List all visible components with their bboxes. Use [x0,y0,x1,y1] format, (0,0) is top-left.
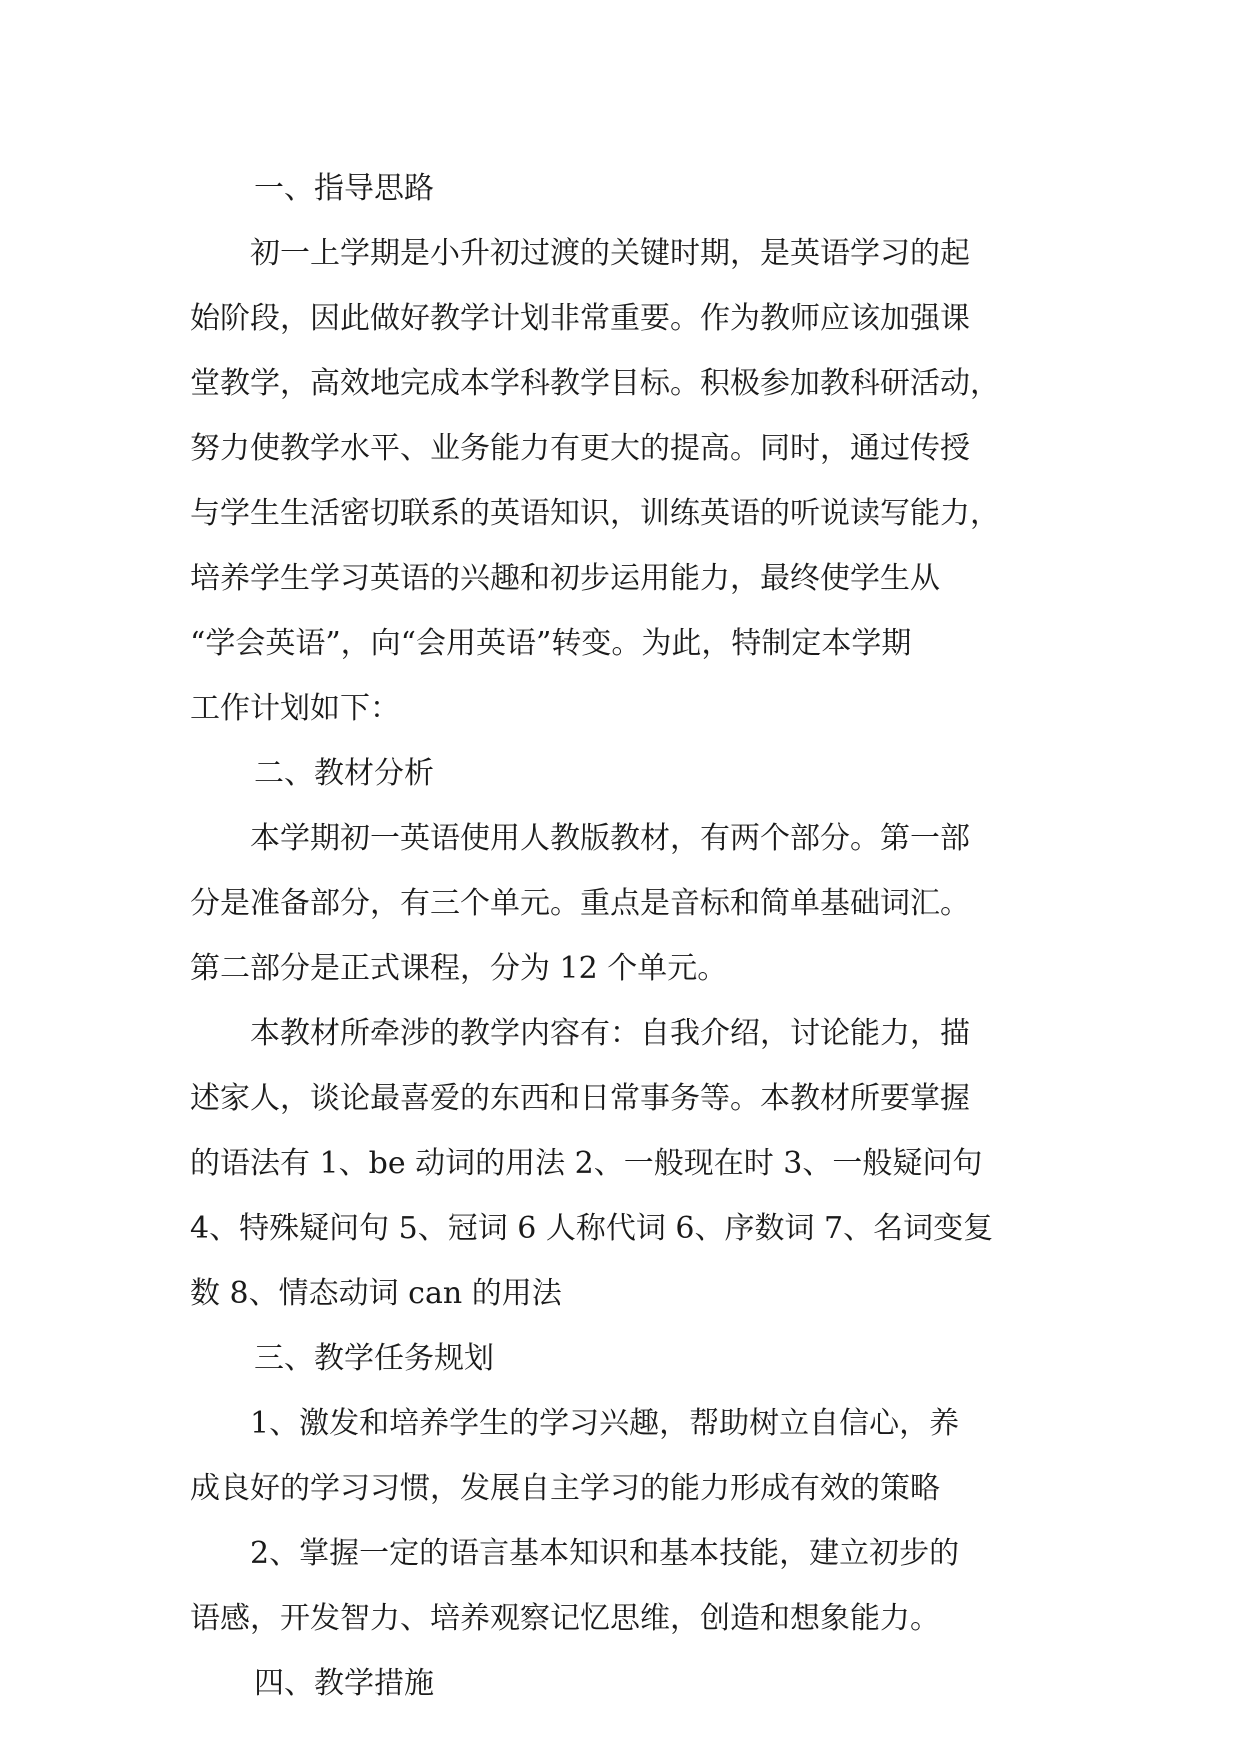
section-heading-3: 三、教学任务规划 [254,1341,494,1376]
paragraph-line: 语感，开发智力、培养观察记忆思维，创造和想象能力。 [190,1601,940,1636]
document-page [190,156,1050,1716]
section-heading-1: 一、指导思路 [254,171,434,206]
paragraph-line: 数 8、情态动词 can 的用法 [190,1276,562,1311]
section-heading-4: 四、教学措施 [254,1666,434,1701]
paragraph-line: 分是准备部分，有三个单元。重点是音标和简单基础词汇。 [190,886,970,921]
section-heading-2: 二、教材分析 [254,756,434,791]
paragraph-line: 培养学生学习英语的兴趣和初步运用能力，最终使学生从 [190,561,940,596]
paragraph-line: 述家人，谈论最喜爱的东西和日常事务等。本教材所要掌握 [190,1081,970,1116]
paragraph-line: 堂教学，高效地完成本学科教学目标。积极参加教科研活动， [190,366,1000,401]
paragraph-line: 本教材所牵涉的教学内容有：自我介绍，讨论能力，描 [250,1016,970,1051]
paragraph-line: 始阶段，因此做好教学计划非常重要。作为教师应该加强课 [190,301,970,336]
paragraph-line: 本学期初一英语使用人教版教材，有两个部分。第一部 [250,821,970,856]
paragraph-line: 4、特殊疑问句 5、冠词 6 人称代词 6、序数词 7、名词变复 [190,1211,994,1246]
paragraph-line: 第二部分是正式课程，分为 12 个单元。 [190,951,728,986]
paragraph-line: 与学生生活密切联系的英语知识，训练英语的听说读写能力， [190,496,1000,531]
paragraph-line: 努力使教学水平、业务能力有更大的提高。同时，通过传授 [190,431,970,466]
paragraph-line: 的语法有 1、be 动词的用法 2、一般现在时 3、一般疑问句 [190,1146,983,1181]
paragraph-line: 成良好的学习习惯，发展自主学习的能力形成有效的策略 [190,1471,940,1506]
paragraph-line: 2、掌握一定的语言基本知识和基本技能，建立初步的 [250,1536,960,1571]
paragraph-line: “学会英语”，向“会用英语”转变。为此，特制定本学期 [190,626,912,661]
paragraph-line: 1、激发和培养学生的学习兴趣，帮助树立自信心，养 [250,1406,960,1441]
paragraph-line: 工作计划如下： [190,691,400,726]
paragraph-line: 初一上学期是小升初过渡的关键时期，是英语学习的起 [250,236,970,271]
